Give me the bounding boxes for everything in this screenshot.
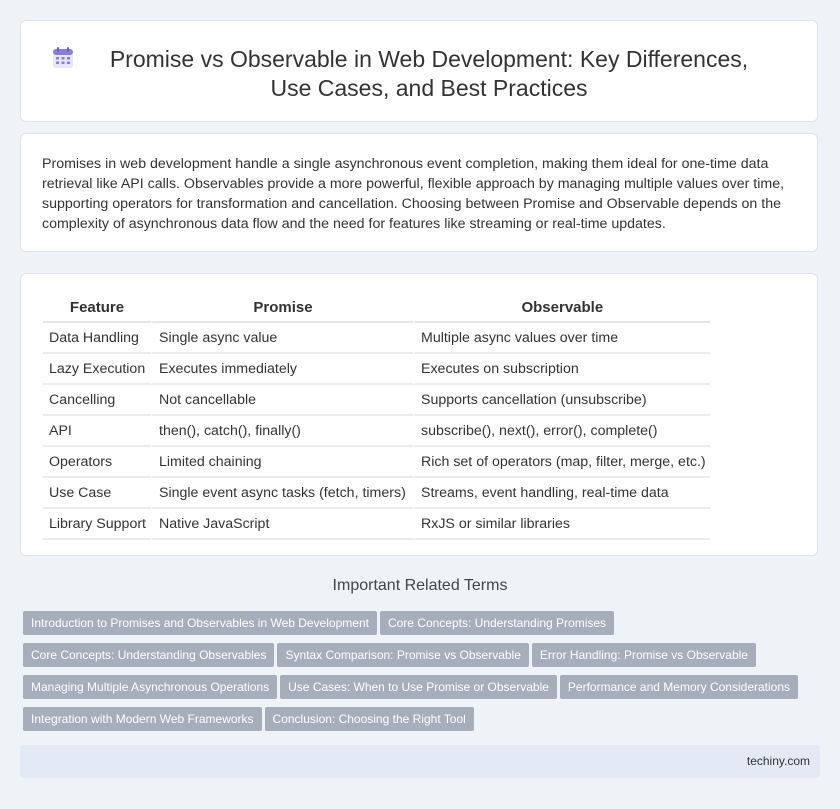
promise-cell: then(), catch(), finally() — [151, 416, 413, 447]
table-row — [43, 354, 710, 385]
footer — [20, 745, 820, 778]
observable-cell: Streams, event handling, real-time data — [413, 478, 710, 509]
intro-paragraph: Promises in web development handle a single asynchronous event completion, making them ideal for one-time data retrieval like API calls. Observables provide a more powerful, flexible approach by managing multiple values over time, supporting operators for transformation and cancellation. Choosing between Promise and Observable depends on the complexity of asynchronous data flow and the need for features like streaming or real-time updates. — [42, 156, 785, 232]
promise-cell: Single async value — [151, 323, 413, 354]
feature-cell: Library Support — [43, 509, 151, 540]
table-row — [43, 323, 710, 354]
feature-cell: Operators — [43, 447, 151, 478]
observable-cell: subscribe(), next(), error(), complete() — [413, 416, 710, 447]
related-term-link[interactable]: Introduction to Promises and Observables in Web Development — [23, 611, 377, 635]
table-row — [43, 509, 710, 540]
header-promise: Promise — [151, 294, 413, 323]
table-row — [43, 478, 710, 509]
related-term-link[interactable]: Conclusion: Choosing the Right Tool — [265, 707, 474, 731]
observable-cell: Supports cancellation (unsubscribe) — [413, 385, 710, 416]
feature-cell: Use Case — [43, 478, 151, 509]
page-title: Promise vs Observable in Web Development: Key Differences, Use Cases, and Best Practices — [109, 46, 749, 101]
related-term-link[interactable]: Use Cases: When to Use Promise or Observable — [280, 675, 557, 699]
feature-cell: Cancelling — [43, 385, 151, 416]
related-term-link[interactable]: Managing Multiple Asynchronous Operations — [23, 675, 277, 699]
intro-card — [20, 133, 818, 252]
table-row — [43, 416, 710, 447]
related-term-link[interactable]: Core Concepts: Understanding Promises — [380, 611, 614, 635]
related-term-link[interactable]: Syntax Comparison: Promise vs Observable — [277, 643, 528, 667]
promise-cell: Limited chaining — [151, 447, 413, 478]
feature-cell: Data Handling — [43, 323, 151, 354]
related-terms-heading: Important Related Terms — [332, 577, 508, 594]
footer-brand-link[interactable]: techiny.com — [746, 754, 810, 768]
comparison-table — [43, 294, 710, 540]
table-row — [43, 385, 710, 416]
observable-cell: RxJS or similar libraries — [413, 509, 710, 540]
observable-cell: Rich set of operators (map, filter, merge, etc.) — [413, 447, 710, 478]
observable-cell: Multiple async values over time — [413, 323, 710, 354]
promise-cell: Executes immediately — [151, 354, 413, 385]
related-term-link[interactable]: Error Handling: Promise vs Observable — [532, 643, 756, 667]
related-terms-list — [23, 611, 823, 739]
header-feature: Feature — [43, 294, 151, 323]
related-term-link[interactable]: Core Concepts: Understanding Observables — [23, 643, 274, 667]
related-term-link[interactable]: Performance and Memory Considerations — [560, 675, 798, 699]
feature-cell: Lazy Execution — [43, 354, 151, 385]
title-card — [20, 20, 818, 122]
header-observable: Observable — [413, 294, 710, 323]
feature-cell: API — [43, 416, 151, 447]
table-header-row — [43, 294, 710, 323]
promise-cell: Not cancellable — [151, 385, 413, 416]
related-term-link[interactable]: Integration with Modern Web Frameworks — [23, 707, 262, 731]
promise-cell: Single event async tasks (fetch, timers) — [151, 478, 413, 509]
comparison-card — [20, 273, 818, 556]
table-row — [43, 447, 710, 478]
promise-cell: Native JavaScript — [151, 509, 413, 540]
observable-cell: Executes on subscription — [413, 354, 710, 385]
